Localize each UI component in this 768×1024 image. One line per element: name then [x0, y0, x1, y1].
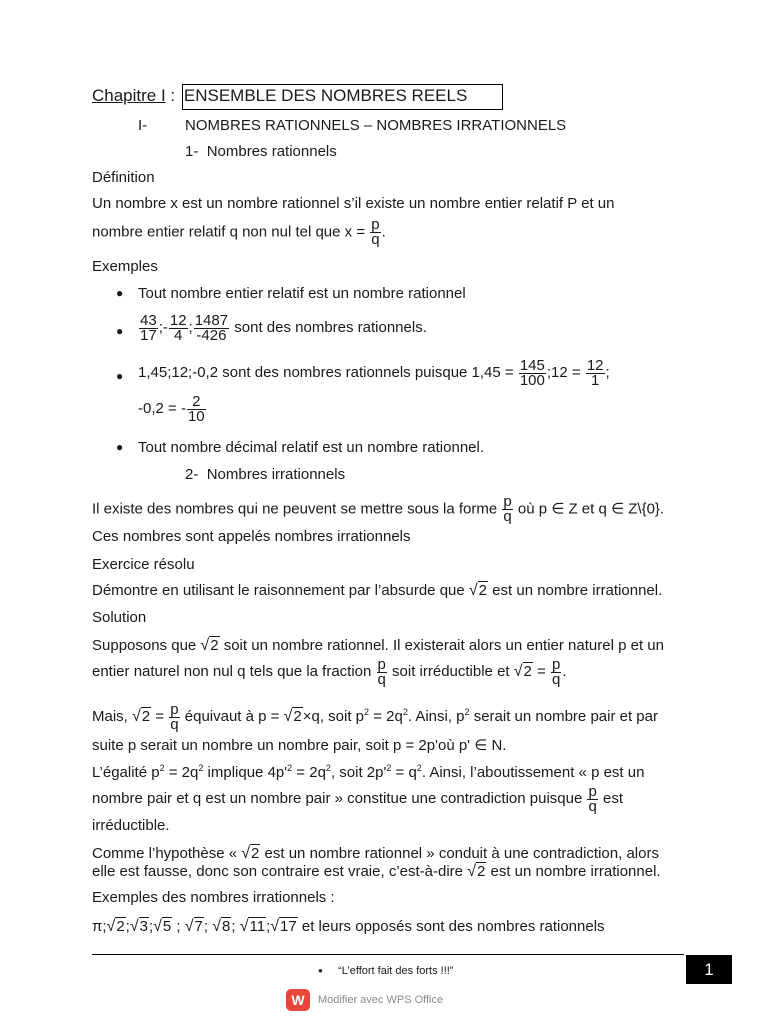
chapter-title-box: ENSEMBLE DES NOMBRES REELS	[182, 84, 503, 110]
solution-line-8: Comme l’hypothèse « √2 est un nombre rationnel » conduit à une contradiction, alors	[92, 845, 659, 862]
examples-heading: Exemples	[92, 258, 158, 275]
section-1-number: I-	[138, 117, 148, 134]
irrational-examples-list: π;√2;√3;√5 ; √7; √8; √11;√17 et leurs opposés sont des nombres rationnels	[92, 918, 605, 935]
bullet-icon: ●	[116, 324, 124, 338]
solution-line-2: entier naturel non nul q tels que la fraction $\frac{p}{q}$ soit irréductible et √2 = $\frac{p}{q}$ .	[92, 655, 567, 688]
subsection-1	[185, 143, 337, 161]
wps-banner[interactable]	[286, 988, 443, 1012]
solution-line-9: elle est fausse, donc son contraire est vraie, c’est-à-dire √2 est un nombre irrationnel.	[92, 863, 661, 880]
bullet-icon: ●	[318, 966, 323, 975]
sqrt-symbol: √3	[129, 918, 148, 935]
solution-line-7: irréductible.	[92, 817, 170, 834]
example-bullet-3: 1,45;12;-0,2 sont des nombres rationnels puisque 1,45 = $\frac{145}{100}$ ;12 = $\frac{12}{1}$ ;	[138, 356, 610, 389]
bullet-icon: ●	[116, 440, 124, 454]
page-number: 1	[686, 955, 732, 984]
footer-quote: ● “L’effort fait des forts !!!”	[318, 965, 454, 977]
chapter-separator: :	[165, 86, 180, 105]
chapter-label: Chapitre I	[92, 86, 166, 105]
section-1-title: NOMBRES RATIONNELS – NOMBRES IRRATIONNELS	[185, 117, 567, 134]
definition-line-1: Un nombre x est un nombre rationnel s’il existe un nombre entier relatif P et un	[92, 195, 615, 212]
wps-logo-icon: W	[286, 989, 310, 1011]
sqrt-symbol: √8	[212, 918, 231, 935]
solution-line-3: Mais, √2 = $\frac{p}{q}$ équivaut à p = √2×q, soit $p^2 = 2q^2$. Ainsi, $p^2$ serait un nombre pair et par	[92, 700, 658, 733]
bullet-icon: ●	[116, 286, 124, 300]
example-bullet-1: Tout nombre entier relatif est un nombre rationnel	[138, 285, 466, 302]
sqrt-symbol: √2	[468, 582, 488, 599]
sqrt-symbol: √2	[106, 918, 125, 935]
sqrt-symbol: √5	[153, 918, 172, 935]
subsection-2-number: 2-	[185, 466, 199, 483]
subsection-2-title: Nombres irrationnels	[206, 466, 346, 483]
definition-line-2: nombre entier relatif q non nul tel que x = $\frac{p}{q}$ .	[92, 216, 386, 248]
irrational-examples-heading: Exemples des nombres irrationnels :	[92, 889, 335, 906]
definition-heading: Définition	[92, 169, 155, 186]
wps-banner-text: Modifier avec WPS Office	[318, 994, 444, 1006]
bullet-icon: ●	[116, 369, 124, 383]
subsection-1-title: Nombres rationnels	[206, 143, 337, 160]
subsection-2	[185, 466, 345, 484]
example-bullet-3-continued: -0,2 = - $\frac{2}{10}$	[138, 392, 205, 425]
subsection-1-number: 1-	[185, 143, 199, 160]
solution-line-1: Supposons que √2 soit un nombre rationnel. Il existerait alors un entier naturel p et un	[92, 637, 664, 654]
sqrt-symbol: √17	[270, 918, 297, 935]
irrational-intro-line-2: Ces nombres sont appelés nombres irrationnels	[92, 528, 411, 545]
sqrt-symbol: √7	[184, 918, 203, 935]
fraction-p-over-q: $\frac{p}{q}$	[371, 216, 380, 248]
chapter-title	[92, 84, 503, 110]
sqrt-symbol: √11	[239, 918, 266, 935]
solution-line-6: nombre pair et q est un nombre pair » constitue une contradiction puisque $\frac{p}{q}$ est	[92, 782, 623, 815]
solution-heading: Solution	[92, 609, 147, 626]
solution-line-5: L’égalité $p^2 = 2q^2$ implique $4p'^2 = 2q^2$, soit $2p'^2 = q^2$. Ainsi, l’aboutissement « p est un	[92, 763, 645, 781]
example-bullet-4: Tout nombre décimal relatif est un nombre rationnel.	[138, 439, 485, 456]
exercise-statement: Démontre en utilisant le raisonnement par l’absurde que √2 est un nombre irrationnel.	[92, 582, 663, 599]
irrational-intro-line-1: Il existe des nombres qui ne peuvent se mettre sous la forme $\frac{p}{q}$ où p ∈ Z et q ∈ Z\{0}.	[92, 493, 665, 525]
solution-line-4: suite p serait un nombre un nombre pair, soit p = 2p'où p' ∈ N.	[92, 737, 507, 754]
exercise-heading: Exercice résolu	[92, 556, 195, 573]
example-bullet-2: $\frac{43}{17}$ ;- $\frac{12}{4}$ ; $\frac{1487}{-426}$ sont des nombres rationnels.	[140, 311, 427, 344]
footer-rule	[92, 954, 684, 955]
